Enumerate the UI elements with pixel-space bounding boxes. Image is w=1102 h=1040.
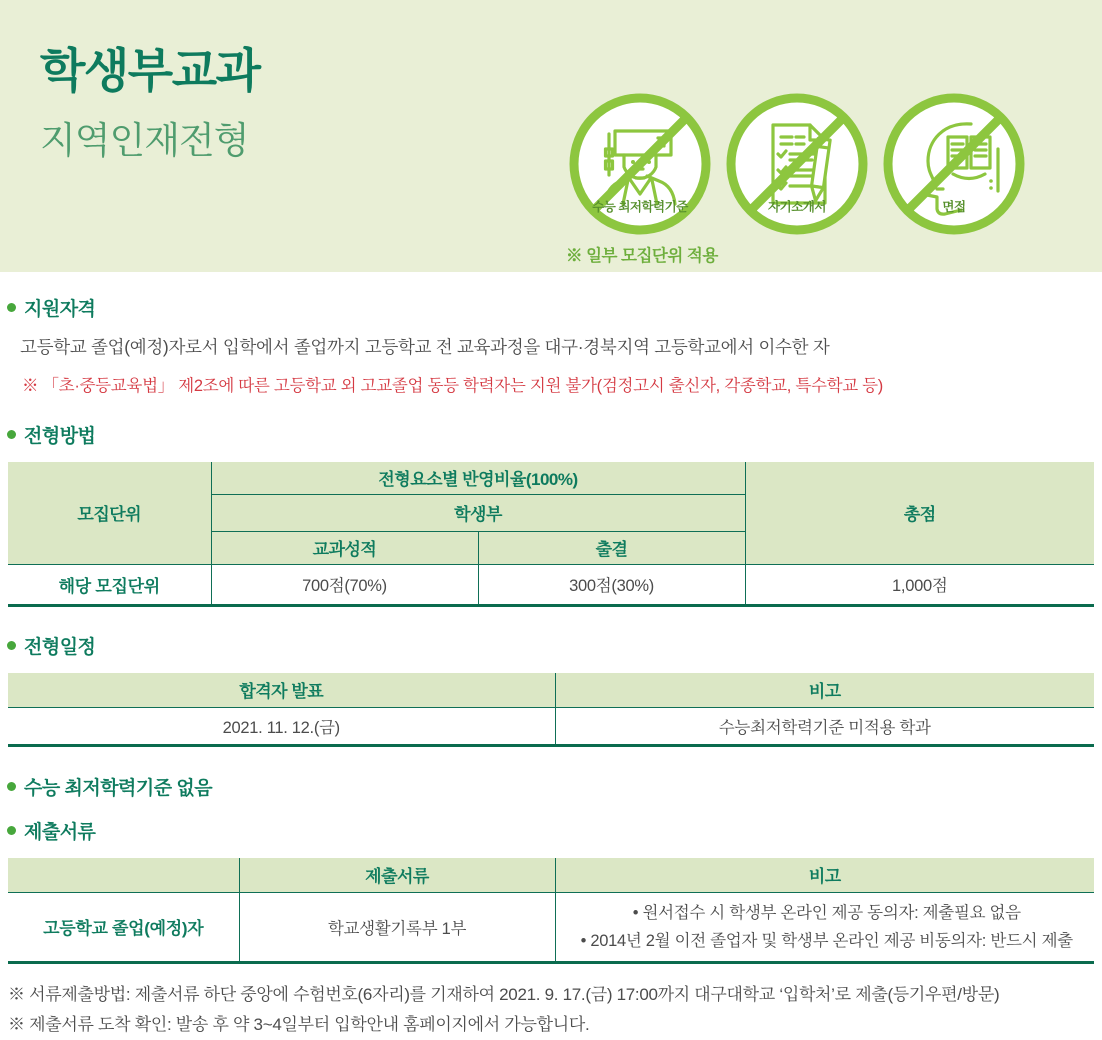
bullet-icon bbox=[7, 641, 16, 650]
section-documents-heading bbox=[7, 817, 1102, 844]
schedule-col-announcement: 합격자 발표 bbox=[8, 673, 555, 708]
documents-row-applicant: 고등학교 졸업(예정)자 bbox=[8, 892, 239, 962]
documents-note-1: • 원서접수 시 학생부 온라인 제공 동의자: 제출필요 없음 bbox=[570, 899, 1085, 927]
documents-col-blank bbox=[8, 858, 239, 892]
schedule-table bbox=[8, 673, 1094, 748]
graduate-icon bbox=[567, 91, 713, 237]
bullet-icon bbox=[7, 303, 16, 312]
page-title: 학생부교과 bbox=[40, 44, 260, 97]
section-minimum-heading bbox=[7, 773, 1102, 800]
schedule-row-remarks: 수능최저학력기준 미적용 학과 bbox=[555, 708, 1094, 746]
method-heading-text: 전형방법 bbox=[24, 426, 96, 447]
schedule-heading-text: 전형일정 bbox=[24, 636, 96, 658]
header-banner bbox=[0, 0, 1102, 272]
method-col-subject: 교과성적 bbox=[211, 531, 478, 564]
partial-units-note: ※ 일부 모집단위 적용 bbox=[566, 247, 718, 265]
documents-table-row bbox=[8, 892, 1094, 962]
bullet-icon bbox=[7, 826, 16, 835]
documents-heading-text: 제출서류 bbox=[24, 822, 96, 843]
bullet-icon bbox=[7, 782, 16, 791]
method-col-unit: 모집단위 bbox=[8, 462, 211, 564]
minimum-heading-text: 수능 최저학력기준 없음 bbox=[24, 778, 213, 799]
method-table-row bbox=[8, 564, 1094, 605]
qualification-warning: ※ 「초·중등교육법」 제2조에 따른 고등학교 외 고교졸업 동등 학력자는 지원 불가(검정고시 출신자, 각종학교, 특수학교 등) bbox=[22, 377, 884, 395]
footer-note-1: ※ 서류제출방법: 제출서류 하단 중앙에 수험번호(6자리)를 기재하여 2021. 9. 17.(금) 17:00까지 대구대학교 ‘입학처’로 제출(등기우편/방문) bbox=[8, 984, 1000, 1004]
documents-row-remarks bbox=[555, 892, 1094, 962]
documents-note-2: • 2014년 2월 이전 졸업자 및 학생부 온라인 제공 비동의자: 반드시 제출 bbox=[570, 927, 1085, 955]
interview-crossed-icon bbox=[881, 91, 1027, 237]
method-row-unit: 해당 모집단위 bbox=[8, 564, 211, 605]
page-subtitle: 지역인재전형 bbox=[40, 120, 249, 161]
icon-label: 자기소개서 bbox=[768, 200, 826, 214]
section-method-heading bbox=[7, 421, 1102, 448]
qualification-heading-text: 지원자격 bbox=[24, 299, 96, 320]
schedule-table-row bbox=[8, 708, 1094, 746]
schedule-col-remarks: 비고 bbox=[555, 673, 1094, 708]
footer-note-2: ※ 제출서류 도착 확인: 발송 후 약 3~4일부터 입학안내 홈페이지에서 가능합니다. bbox=[8, 1014, 590, 1034]
method-subgroup-header: 학생부 bbox=[211, 494, 745, 531]
document-pencil-icon bbox=[724, 91, 870, 237]
qualification-body: 고등학교 졸업(예정)자로서 입학에서 졸업까지 고등학교 전 교육과정을 대구·경북지역 고등학교에서 이수한 자 bbox=[20, 337, 830, 357]
icon-label: 수능 최저학력기준 bbox=[592, 200, 688, 214]
head-book-icon bbox=[881, 91, 1027, 237]
method-row-total: 1,000점 bbox=[745, 564, 1094, 605]
method-table bbox=[8, 462, 1094, 607]
documents-col-remarks: 비고 bbox=[555, 858, 1094, 892]
main-content bbox=[0, 294, 1102, 1040]
method-col-total: 총점 bbox=[745, 462, 1094, 564]
schedule-row-date: 2021. 11. 12.(금) bbox=[8, 708, 555, 746]
method-row-attendance: 300점(30%) bbox=[478, 564, 745, 605]
excluded-items-icons bbox=[567, 91, 1027, 237]
method-group-header: 전형요소별 반영비율(100%) bbox=[211, 462, 745, 494]
documents-row-document: 학교생활기록부 1부 bbox=[239, 892, 555, 962]
bullet-icon bbox=[7, 430, 16, 439]
section-schedule-heading bbox=[7, 632, 1102, 659]
section-qualification-heading bbox=[7, 294, 1102, 321]
documents-col-document: 제출서류 bbox=[239, 858, 555, 892]
csat-minimum-crossed-icon bbox=[567, 91, 713, 237]
self-introduction-crossed-icon bbox=[724, 91, 870, 237]
documents-table bbox=[8, 858, 1094, 964]
footer-notes bbox=[8, 980, 1102, 1040]
method-col-attendance: 출결 bbox=[478, 531, 745, 564]
icon-label: 면접 bbox=[942, 200, 966, 214]
method-row-subject: 700점(70%) bbox=[211, 564, 478, 605]
